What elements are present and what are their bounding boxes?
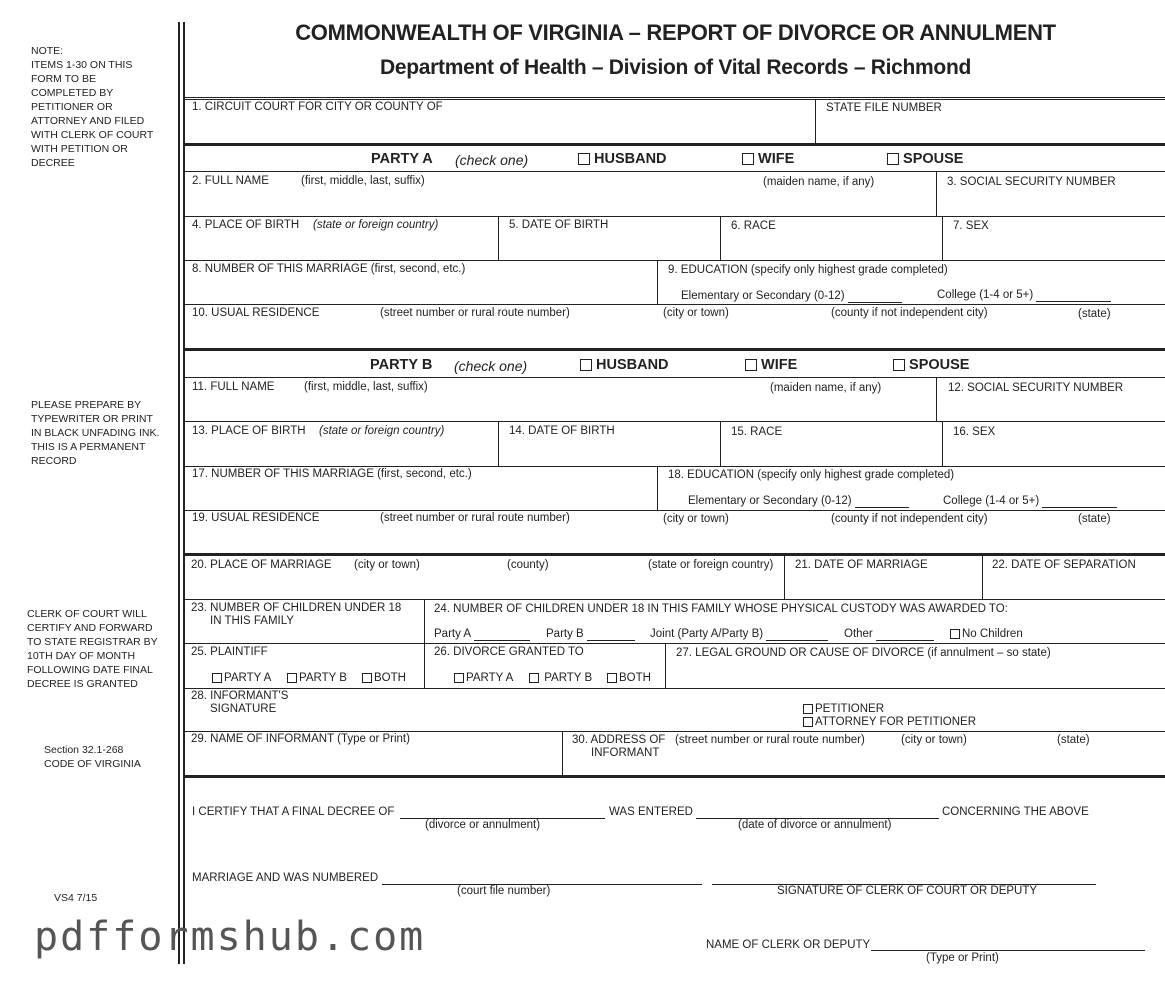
rule: [815, 99, 816, 143]
checkbox-icon: [529, 673, 539, 683]
clerk-name-hint: (Type or Print): [926, 952, 999, 964]
rule: [185, 553, 1165, 556]
decree-date-hint: (date of divorce or annulment): [738, 819, 892, 831]
blank-line: [474, 630, 530, 641]
party-a-residence-field[interactable]: [192, 322, 1160, 346]
plaintiff-party-a-option[interactable]: PARTY A: [212, 672, 271, 685]
rule: [982, 555, 983, 599]
side-clerk-note: CLERK OF COURT WILL CERTIFY AND FORWARD TO STATE REGISTRAR BY 10TH DAY OF MONTH FOLLOWING DATE FINAL DECREE IS GRANTED: [27, 608, 158, 690]
party-a-elementary-option[interactable]: Elementary or Secondary (0-12): [681, 290, 902, 303]
checkbox-icon: [362, 673, 372, 683]
party-b-pob-label: 13. PLACE OF BIRTH: [192, 425, 306, 437]
plaintiff-party-b-option[interactable]: PARTY B: [287, 672, 347, 685]
left-rule-b: [183, 22, 185, 964]
party-a-ssn-field[interactable]: [942, 190, 1160, 214]
informant-city-hint: (city or town): [901, 734, 967, 746]
party-b-dob-label: 14. DATE OF BIRTH: [509, 425, 615, 437]
blank-line: [1036, 291, 1111, 302]
concerning-label: CONCERNING THE ABOVE: [942, 806, 1089, 818]
rule: [185, 775, 1165, 778]
checkbox-icon: [212, 673, 222, 683]
side-section: Section 32.1-268 CODE OF VIRGINIA: [44, 744, 141, 770]
rule: [498, 216, 499, 260]
custody-party-b[interactable]: Party B: [546, 628, 635, 641]
blank-line: [848, 292, 902, 303]
circuit-court-label: 1. CIRCUIT COURT FOR CITY OR COUNTY OF: [192, 101, 443, 113]
marriage-state-hint: (state or foreign country): [648, 559, 774, 571]
party-b-full-name-field[interactable]: [192, 396, 932, 420]
form-number: VS4 7/15: [54, 892, 98, 904]
checkbox-icon: [454, 673, 464, 683]
party-b-ssn-label: 12. SOCIAL SECURITY NUMBER: [948, 382, 1124, 394]
rule: [185, 348, 1165, 351]
party-b-wife-option[interactable]: WIFE: [745, 357, 797, 373]
separation-date-label: 22. DATE OF SEPARATION: [992, 559, 1136, 571]
party-b-full-name-label: 11. FULL NAME: [192, 381, 275, 393]
checkbox-icon: [742, 153, 754, 165]
informant-name-label: 29. NAME OF INFORMANT (Type or Print): [191, 733, 410, 745]
checkbox-icon: [745, 359, 757, 371]
checkbox-icon: [887, 153, 899, 165]
rule: [185, 510, 1165, 511]
rule: [185, 599, 1165, 600]
party-b-elementary-option[interactable]: Elementary or Secondary (0-12): [688, 495, 909, 508]
informant-signature-label: 28. INFORMANT'S: [191, 690, 289, 702]
granted-both-option[interactable]: BOTH: [607, 672, 651, 685]
party-a-marriage-number-label: 8. NUMBER OF THIS MARRIAGE (first, second, etc.): [192, 263, 466, 275]
party-a-city-hint: (city or town): [663, 307, 729, 319]
certify-label: I CERTIFY THAT A FINAL DECREE OF: [192, 806, 395, 818]
marriage-date-label: 21. DATE OF MARRIAGE: [795, 559, 928, 571]
rule: [185, 421, 1165, 422]
rule: [185, 260, 1165, 261]
rule: [498, 421, 499, 466]
party-b-maiden-hint: (maiden name, if any): [770, 382, 882, 394]
blank-line: [587, 630, 635, 641]
party-a-spouse-option[interactable]: SPOUSE: [887, 151, 963, 167]
party-b-marriage-number-label: 17. NUMBER OF THIS MARRIAGE (first, second, etc.): [192, 468, 472, 480]
left-rule-a: [178, 22, 180, 964]
form-title: COMMONWEALTH OF VIRGINIA – REPORT OF DIVORCE OR ANNULMENT: [295, 20, 1056, 45]
party-b-name-hint: (first, middle, last, suffix): [304, 381, 428, 393]
informant-address-label-2: INFORMANT: [591, 747, 660, 759]
granted-party-a-option[interactable]: PARTY A: [454, 672, 513, 685]
rule: [185, 643, 1165, 644]
party-b-education-label: 18. EDUCATION (specify only highest grade completed): [668, 469, 955, 481]
party-b-residence-field[interactable]: [192, 527, 1160, 551]
rule: [942, 216, 943, 260]
party-a-education-label: 9. EDUCATION (specify only highest grade completed): [668, 264, 948, 276]
informant-street-hint: (street number or rural route number): [675, 734, 865, 746]
rule: [657, 260, 658, 304]
granted-party-b-option[interactable]: PARTY B: [529, 672, 592, 685]
party-b-race-label: 15. RACE: [731, 426, 783, 438]
clerk-name-label: NAME OF CLERK OR DEPUTY: [706, 939, 871, 951]
rule: [720, 421, 721, 466]
children-under-18-label: 23. NUMBER OF CHILDREN UNDER 18: [191, 602, 402, 614]
marriage-city-hint: (city or town): [354, 559, 420, 571]
rule: [185, 99, 1165, 100]
form-subtitle: Department of Health – Division of Vital Records – Richmond: [379, 56, 972, 79]
rule: [185, 143, 1165, 146]
blank-line: [1042, 497, 1117, 508]
no-children-option[interactable]: No Children: [950, 628, 1023, 641]
party-a-college-option[interactable]: College (1-4 or 5+): [937, 289, 1111, 302]
party-a-pob-label: 4. PLACE OF BIRTH: [192, 219, 300, 231]
blank-line: [855, 497, 909, 508]
children-in-family-label: IN THIS FAMILY: [210, 615, 294, 627]
rule: [185, 171, 1165, 172]
rule: [936, 171, 937, 216]
party-a-full-name-label: 2. FULL NAME: [192, 175, 269, 187]
rule: [665, 643, 666, 688]
party-b-husband-option[interactable]: HUSBAND: [580, 357, 669, 373]
party-a-full-name-field[interactable]: [192, 190, 932, 214]
marriage-county-hint: (county): [507, 559, 549, 571]
party-b-city-hint: (city or town): [663, 513, 729, 525]
party-b-label: PARTY B: [370, 357, 433, 373]
legal-ground-label: 27. LEGAL GROUND OR CAUSE OF DIVORCE (if annulment – so state): [676, 647, 1051, 659]
was-entered-label: WAS ENTERED: [609, 806, 693, 818]
party-a-race-label: 6. RACE: [731, 220, 776, 232]
watermark: pdfformshub.com: [34, 914, 426, 960]
informant-state-hint: (state): [1057, 734, 1090, 746]
court-file-hint: (court file number): [457, 885, 551, 897]
party-b-check-one: (check one): [454, 358, 528, 374]
party-a-ssn-label: 3. SOCIAL SECURITY NUMBER: [947, 176, 1116, 188]
blank-line: [876, 630, 934, 641]
rule: [657, 466, 658, 510]
party-b-pob-hint: (state or foreign country): [319, 425, 445, 437]
divorce-granted-label: 26. DIVORCE GRANTED TO: [434, 646, 584, 658]
rule: [936, 377, 937, 421]
rule: [784, 555, 785, 599]
checkbox-icon: [893, 359, 905, 371]
party-a-husband-option[interactable]: HUSBAND: [578, 151, 667, 167]
rule: [562, 731, 563, 775]
rule: [185, 216, 1165, 217]
state-file-number-label: STATE FILE NUMBER: [826, 102, 942, 114]
party-b-residence-label: 19. USUAL RESIDENCE: [192, 512, 320, 524]
party-b-ssn-field[interactable]: [942, 396, 1160, 420]
party-b-college-option[interactable]: College (1-4 or 5+): [943, 495, 1117, 508]
party-a-county-hint: (county if not independent city): [831, 307, 988, 319]
rule: [942, 421, 943, 466]
checkbox-icon: [607, 673, 617, 683]
rule: [185, 731, 1165, 732]
party-a-state-hint: (state): [1078, 308, 1111, 320]
blank-line: [766, 630, 828, 641]
party-b-spouse-option[interactable]: SPOUSE: [893, 357, 969, 373]
custody-party-a[interactable]: Party A: [434, 628, 530, 641]
party-b-street-hint: (street number or rural route number): [380, 512, 570, 524]
checkbox-icon: [578, 153, 590, 165]
attorney-option[interactable]: ATTORNEY FOR PETITIONER: [803, 716, 976, 729]
party-b-county-hint: (county if not independent city): [831, 513, 988, 525]
marriage-place-label: 20. PLACE OF MARRIAGE: [191, 559, 332, 571]
party-a-pob-hint: (state or foreign country): [313, 219, 439, 231]
checkbox-icon: [580, 359, 592, 371]
party-a-label: PARTY A: [371, 151, 433, 167]
clerk-signature-hint: SIGNATURE OF CLERK OF COURT OR DEPUTY: [777, 885, 1038, 897]
informant-signature-label-2: SIGNATURE: [210, 703, 277, 715]
informant-address-label: 30. ADDRESS OF: [572, 734, 666, 746]
custody-joint[interactable]: Joint (Party A/Party B): [650, 628, 828, 641]
party-a-check-one: (check one): [455, 152, 529, 168]
rule: [185, 304, 1165, 305]
checkbox-icon: [803, 717, 813, 727]
party-a-wife-option[interactable]: WIFE: [742, 151, 794, 167]
party-b-state-hint: (state): [1078, 513, 1111, 525]
party-b-sex-label: 16. SEX: [953, 426, 996, 438]
checkbox-icon: [287, 673, 297, 683]
side-note: NOTE: ITEMS 1-30 ON THIS FORM TO BE COMPLETED BY PETITIONER OR ATTORNEY AND FILED WITH CLERK OF COURT WITH PETITION OR DECREE: [31, 45, 154, 169]
side-prepare-note: PLEASE PREPARE BY TYPEWRITER OR PRINT IN BLACK UNFADING INK. THIS IS A PERMANENT RECORD: [31, 399, 160, 467]
party-a-maiden-hint: (maiden name, if any): [763, 176, 875, 188]
party-a-dob-label: 5. DATE OF BIRTH: [509, 219, 609, 231]
circuit-court-field[interactable]: [192, 114, 812, 142]
party-a-name-hint: (first, middle, last, suffix): [301, 175, 425, 187]
custody-other[interactable]: Other: [844, 628, 934, 641]
decree-type-hint: (divorce or annulment): [425, 819, 541, 831]
party-a-street-hint: (street number or rural route number): [380, 307, 570, 319]
petitioner-option[interactable]: PETITIONER: [803, 703, 884, 716]
party-a-sex-label: 7. SEX: [953, 220, 989, 232]
party-a-residence-label: 10. USUAL RESIDENCE: [192, 307, 320, 319]
rule: [720, 216, 721, 260]
custody-label: 24. NUMBER OF CHILDREN UNDER 18 IN THIS FAMILY WHOSE PHYSICAL CUSTODY WAS AWARDED TO:: [434, 603, 1008, 615]
rule: [185, 97, 1165, 98]
rule: [185, 377, 1165, 378]
rule: [185, 688, 1165, 689]
plaintiff-both-option[interactable]: BOTH: [362, 672, 406, 685]
rule: [185, 466, 1165, 467]
numbered-label: MARRIAGE AND WAS NUMBERED: [192, 872, 379, 884]
clerk-name-line[interactable]: [871, 950, 1145, 951]
checkbox-icon: [950, 629, 960, 639]
plaintiff-label: 25. PLAINTIFF: [191, 646, 268, 658]
checkbox-icon: [803, 704, 813, 714]
